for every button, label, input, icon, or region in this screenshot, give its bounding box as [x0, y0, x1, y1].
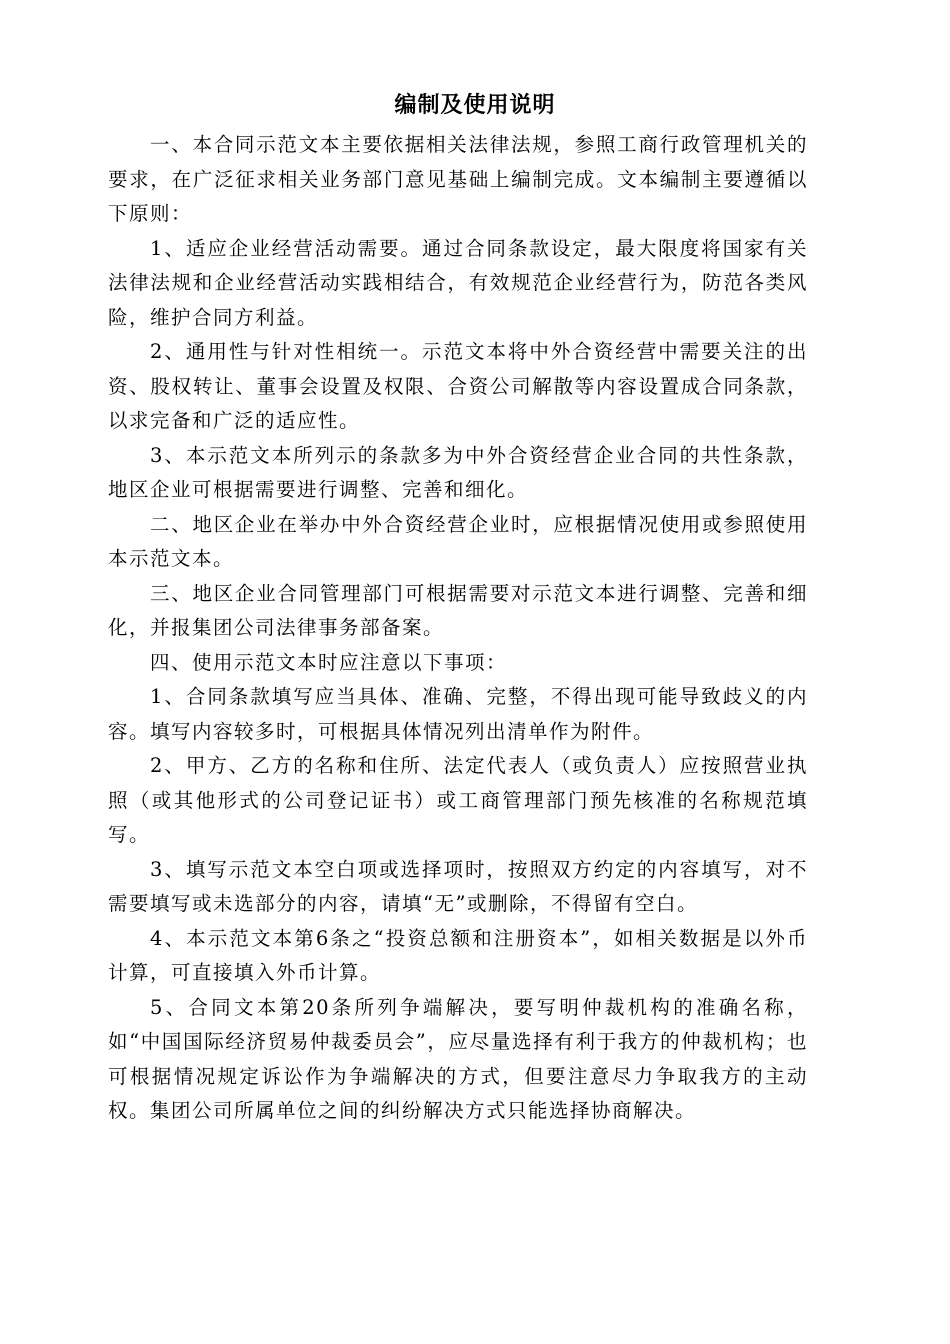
- paragraph-principle-2: 2、通用性与针对性相统一。示范文本将中外合资经营中需要关注的出资、股权转让、董事会设置及权限、合资公司解散等内容设置成合同条款，以求完备和广泛的适应性。: [108, 340, 808, 432]
- paragraph-note-1: 1、合同条款填写应当具体、准确、完整，不得出现可能导致歧义的内容。填写内容较多时，可根据具体情况列出清单作为附件。: [108, 685, 808, 743]
- paragraph-note-5: 5、合同文本第20条所列争端解决，要写明仲裁机构的准确名称，如“中国国际经济贸易仲裁委员会”，应尽量选择有利于我方的仲裁机构；也可根据情况规定诉讼作为争端解决的方式，但要注意尽力争取我方的主动权。集团公司所属单位之间的纠纷解决方式只能选择协商解决。: [108, 995, 808, 1122]
- paragraph-principle-3: 3、本示范文本所列示的条款多为中外合资经营企业合同的共性条款，地区企业可根据需要进行调整、完善和细化。: [108, 443, 808, 501]
- paragraph-section-4: 四、使用示范文本时应注意以下事项：: [150, 650, 508, 674]
- paragraph-note-3: 3、填写示范文本空白项或选择项时，按照双方约定的内容填写，对不需要填写或未选部分的内容，请填“无”或删除，不得留有空白。: [108, 857, 808, 915]
- paragraph-note-2: 2、甲方、乙方的名称和住所、法定代表人（或负责人）应按照营业执照（或其他形式的公司登记证书）或工商管理部门预先核准的名称规范填写。: [108, 754, 808, 846]
- paragraph-section-3: 三、地区企业合同管理部门可根据需要对示范文本进行调整、完善和细化，并报集团公司法律事务部备案。: [108, 581, 808, 639]
- paragraph-section-1: 一、本合同示范文本主要依据相关法律法规，参照工商行政管理机关的要求，在广泛征求相关业务部门意见基础上编制完成。文本编制主要遵循以下原则：: [108, 133, 808, 225]
- paragraph-principle-1: 1、适应企业经营活动需要。通过合同条款设定，最大限度将国家有关法律法规和企业经营活动实践相结合，有效规范企业经营行为，防范各类风险，维护合同方利益。: [108, 236, 808, 329]
- document-title: 编制及使用说明: [394, 92, 556, 118]
- document-body: [108, 128, 808, 1129]
- paragraph-section-2: 二、地区企业在举办中外合资经营企业时，应根据情况使用或参照使用本示范文本。: [108, 512, 808, 570]
- paragraph-note-4: 4、本示范文本第6条之“投资总额和注册资本”，如相关数据是以外币计算，可直接填入外币计算。: [108, 926, 808, 984]
